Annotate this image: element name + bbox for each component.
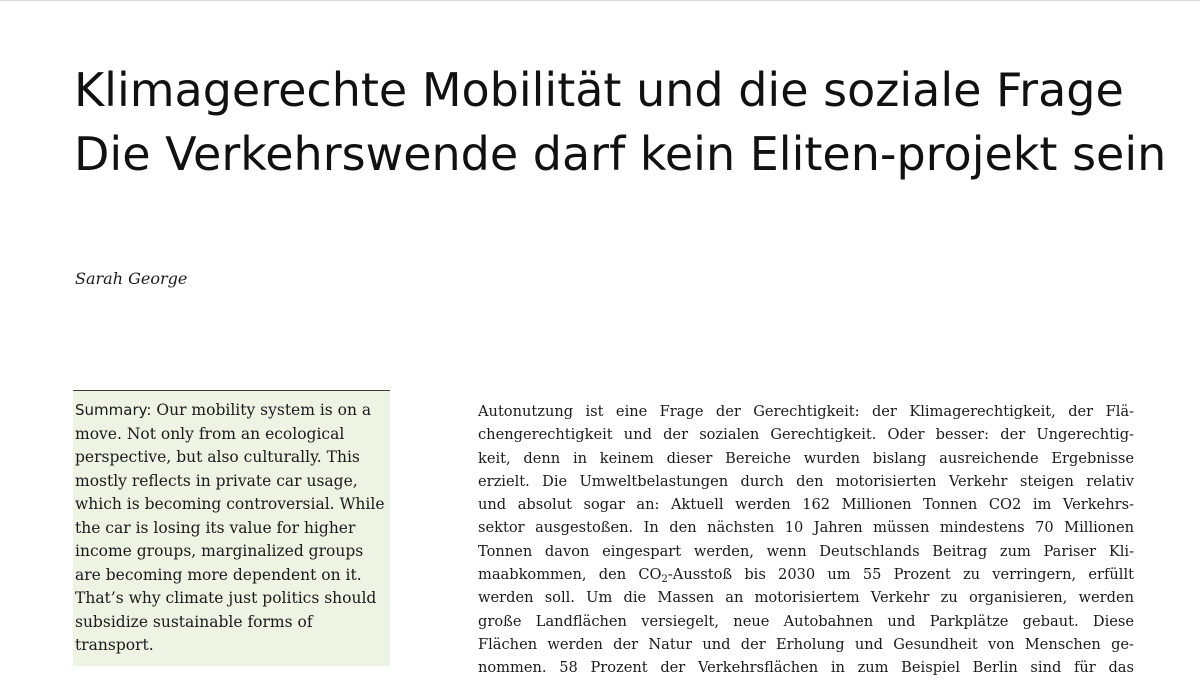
- body-line: und absolut sogar an: Aktuell werden 162 Millionen Tonnen CO2 im Verkehrs-: [478, 496, 1134, 514]
- body-line-co2-post: -Ausstoß bis 2030 um 55 Prozent zu verringern, erfüllt: [667, 566, 1134, 584]
- body-line: chengerechtigkeit und der sozialen Gerechtigkeit. Oder besser: der Ungerechtig-: [478, 426, 1134, 444]
- body-line: sektor ausgestoßen. In den nächsten 10 Jahren müssen mindestens 70 Millionen: [478, 519, 1134, 537]
- body-line: Flächen werden der Natur und der Erholung und Gesundheit von Menschen ge-: [478, 635, 1134, 653]
- article-body: [478, 400, 1134, 677]
- body-line: werden soll. Um die Massen an motorisiertem Verkehr zu organisieren, werden: [478, 589, 1134, 607]
- top-divider: [0, 0, 1200, 1]
- article-title-main: Klimagerechte Mobilität und die soziale Frage: [74, 63, 1124, 117]
- article-subtitle: Die Verkehrswende darf kein Eliten-projekt sein: [74, 127, 1167, 181]
- body-line: Autonutzung ist eine Frage der Gerechtigkeit: der Klimagerechtigkeit, der Flä-: [478, 403, 1134, 420]
- body-line: erzielt. Die Umweltbelastungen durch den motorisierten Verkehr steigen relativ: [478, 472, 1134, 490]
- summary-label: Summary:: [75, 401, 152, 419]
- body-line: nommen. 58 Prozent der Verkehrsflächen in zum Beispiel Berlin sind für das: [478, 659, 1134, 677]
- body-line: keit, denn in keinem dieser Bereiche wurden bislang ausreichende Ergebnisse: [478, 449, 1134, 467]
- body-line: große Landflächen versiegelt, neue Autobahnen und Parkplätze gebaut. Diese: [478, 612, 1134, 630]
- body-line-co2: [478, 563, 1134, 586]
- article-title: [74, 58, 1174, 186]
- body-line: Tonnen davon eingespart werden, wenn Deutschlands Beitrag zum Pariser Kli-: [478, 542, 1134, 560]
- co2-subscript: 2: [661, 574, 668, 586]
- summary-text: Our mobility system is on a move. Not only from an ecological perspective, but also culturally. This mostly reflects in private car usage, which is becoming controversial. While the car is losing its value for higher income groups, marginalized groups are becoming more dependent on it. That’s why climate just politics should subsidize sustainable forms of transport.: [75, 401, 385, 654]
- body-line-co2-pre: maabkommen, den CO: [478, 566, 662, 584]
- article-author: Sarah George: [75, 269, 188, 288]
- summary-box: [73, 390, 390, 666]
